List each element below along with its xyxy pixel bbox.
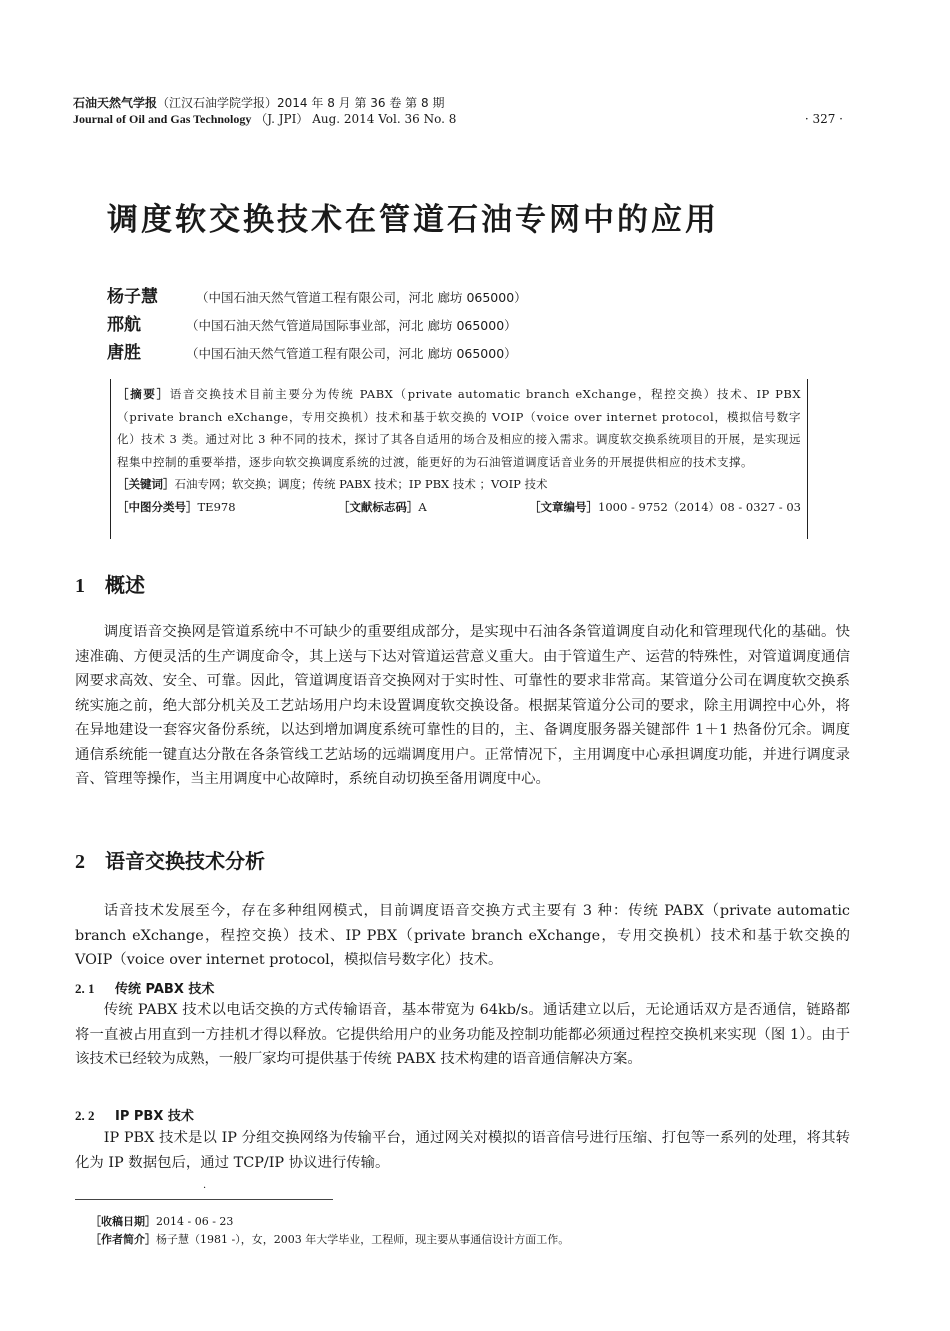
issue-info-en: Aug. 2014 Vol. 36 No. 8 — [312, 112, 457, 126]
author-affiliation: （中国石油天然气管道局国际事业部，河北 廊坊 065000） — [186, 318, 517, 333]
section-number: 2 — [75, 851, 85, 873]
keywords — [117, 473, 801, 496]
author-bio — [90, 1231, 569, 1249]
author-affiliation: （中国石油天然气管道工程有限公司，河北 廊坊 065000） — [186, 346, 517, 361]
journal-alt-name-cn: （江汉石油学院学报） — [157, 96, 278, 110]
subsection-heading — [75, 1105, 194, 1124]
scan-mark: · — [203, 1183, 207, 1194]
author-bio-label: ［作者简介］ — [90, 1233, 156, 1246]
article-no-value: 1000 - 9752（2014）08 - 0327 - 03 — [598, 499, 801, 514]
subsection-title: 传统 PABX 技术 — [115, 982, 215, 997]
keywords-label: ［关键词］ — [117, 477, 175, 491]
received-date — [90, 1213, 569, 1231]
author-row — [107, 310, 527, 338]
doc-code-value: A — [418, 499, 427, 514]
author-row — [107, 338, 527, 366]
received-value: 2014 - 06 - 23 — [156, 1215, 234, 1228]
subsection-number: 2. 1 — [75, 981, 95, 996]
keywords-text: 石油专网；软交换；调度；传统 PABX 技术；IP PBX 技术 ；VOIP 技术 — [174, 477, 548, 491]
subsection-number: 2. 2 — [75, 1108, 95, 1123]
received-label: ［收稿日期］ — [90, 1215, 156, 1228]
author-affiliation: （中国石油天然气管道工程有限公司，河北 廊坊 065000） — [196, 290, 527, 305]
footnote-divider — [75, 1199, 333, 1200]
author-name: 邢航 — [107, 315, 141, 335]
section-title: 概述 — [105, 573, 145, 597]
running-header — [73, 95, 843, 127]
page-number: · 327 · — [804, 112, 843, 126]
abstract-text: 语音交换技术目前主要分为传统 PABX（private automatic branch eXchange，程控交换）技术、IP PBX（private branch eXchange，专用交换机）技术和基于软交换的 VOIP（voice over internet protocol，模拟信号数字化）技术 3 类。通过对比 3 种不同的技术，探讨了其各自适用的场合及相应的接入需求。调度软交换系统项目的开展，是实现远程集中控制的重要举措，逐步向软交换调度系统的过渡，能更好的为石油管道调度话音业务的开展提供相应的技术支撑。 — [117, 387, 802, 469]
body-paragraph: IP PBX 技术是以 IP 分组交换网络为传输平台，通过网关对模拟的语音信号进行压缩、打包等一系列的处理，将其转化为 IP 数据包后，通过 TCP/IP 协议进行传输。 — [75, 1130, 850, 1171]
body-paragraph: 传统 PABX 技术以电话交换的方式传输语音，基本带宽为 64kb/s。通话建立以后，无论通话双方是否通信，链路都将一直被占用直到一方挂机才得以释放。它提供给用户的业务功能及控制功能都必须通过程控交换机来实现（图 1）。由于该技术已经较为成熟，一般厂家均可提供基于传统 PABX 技术构建的语音通信解决方案。 — [75, 1002, 850, 1067]
journal-name-en: Journal of Oil and Gas Technology — [73, 112, 252, 126]
subsection-heading — [75, 978, 214, 997]
author-row — [107, 282, 527, 310]
abstract — [117, 383, 801, 473]
paper-title: 调度软交换技术在管道石油专网中的应用 — [107, 202, 719, 238]
author-bio-text: 杨子慧（1981 -），女，2003 年大学毕业，工程师，现主要从事通信设计方面工作。 — [156, 1233, 570, 1246]
body-paragraph: 话音技术发展至今，存在多种组网模式，目前调度语音交换方式主要有 3 种：传统 PABX（private automatic branch eXchange，程控交换）技术、IP PBX（private branch eXchange，专用交换机）技术和基于软交换的 VOIP（voice over internet protocol，模拟信号数字化）技术。 — [75, 903, 850, 968]
clc-value: TE978 — [197, 499, 236, 514]
abstract-box — [110, 379, 808, 539]
body-paragraph: 调度语音交换网是管道系统中不可缺少的重要组成部分，是实现中石油各条管道调度自动化和管理现代化的基础。快速准确、方便灵活的生产调度命令，其上送与下达对管道运营意义重大。由于管道生产、运营的特殊性，对管道调度通信网要求高效、安全、可靠。因此，管道调度语音交换网对于实时性、可靠性的要求非常高。某管道分公司在调度软交换系统实施之前，绝大部分机关及工艺站场用户均未设置调度软交换设备。根据某管道分公司的要求，除主用调控中心外，将在异地建设一套容灾备份系统，以达到增加调度系统可靠性的目的，主、备调度服务器关键部件 1＋1 热备份冗余。调度通信系统能一键直达分散在各条管线工艺站场的远端调度用户。正常情况下，主用调度中心承担调度功能，并进行调度录音、管理等操作，当主用调度中心故障时，系统自动切换至备用调度中心。 — [75, 624, 850, 787]
subsection-title: IP PBX 技术 — [115, 1109, 194, 1124]
section-heading — [75, 569, 145, 598]
article-no-entry — [529, 496, 801, 519]
footnotes — [90, 1213, 569, 1249]
journal-alt-name-en: （J. JPI） — [255, 112, 309, 126]
journal-name-cn: 石油天然气学报 — [73, 96, 158, 110]
section-number: 1 — [75, 575, 85, 597]
section-title: 语音交换技术分析 — [105, 849, 265, 873]
journal-header-cn — [73, 95, 843, 111]
issue-info-cn: 2014 年 8 月 第 36 卷 第 8 期 — [277, 96, 445, 110]
author-name: 杨子慧 — [107, 287, 158, 307]
classification-row — [117, 496, 801, 519]
clc-label: ［中图分类号］ — [117, 499, 198, 514]
doc-code-entry — [338, 496, 427, 519]
journal-header-en — [73, 111, 843, 127]
doc-code-label: ［文献标志码］ — [337, 499, 419, 514]
section-heading — [75, 845, 265, 874]
abstract-label: ［摘要］ — [117, 387, 170, 401]
article-no-label: ［文章编号］ — [529, 499, 599, 514]
author-list — [107, 282, 527, 366]
author-name: 唐胜 — [107, 343, 141, 363]
clc-entry — [117, 496, 236, 519]
